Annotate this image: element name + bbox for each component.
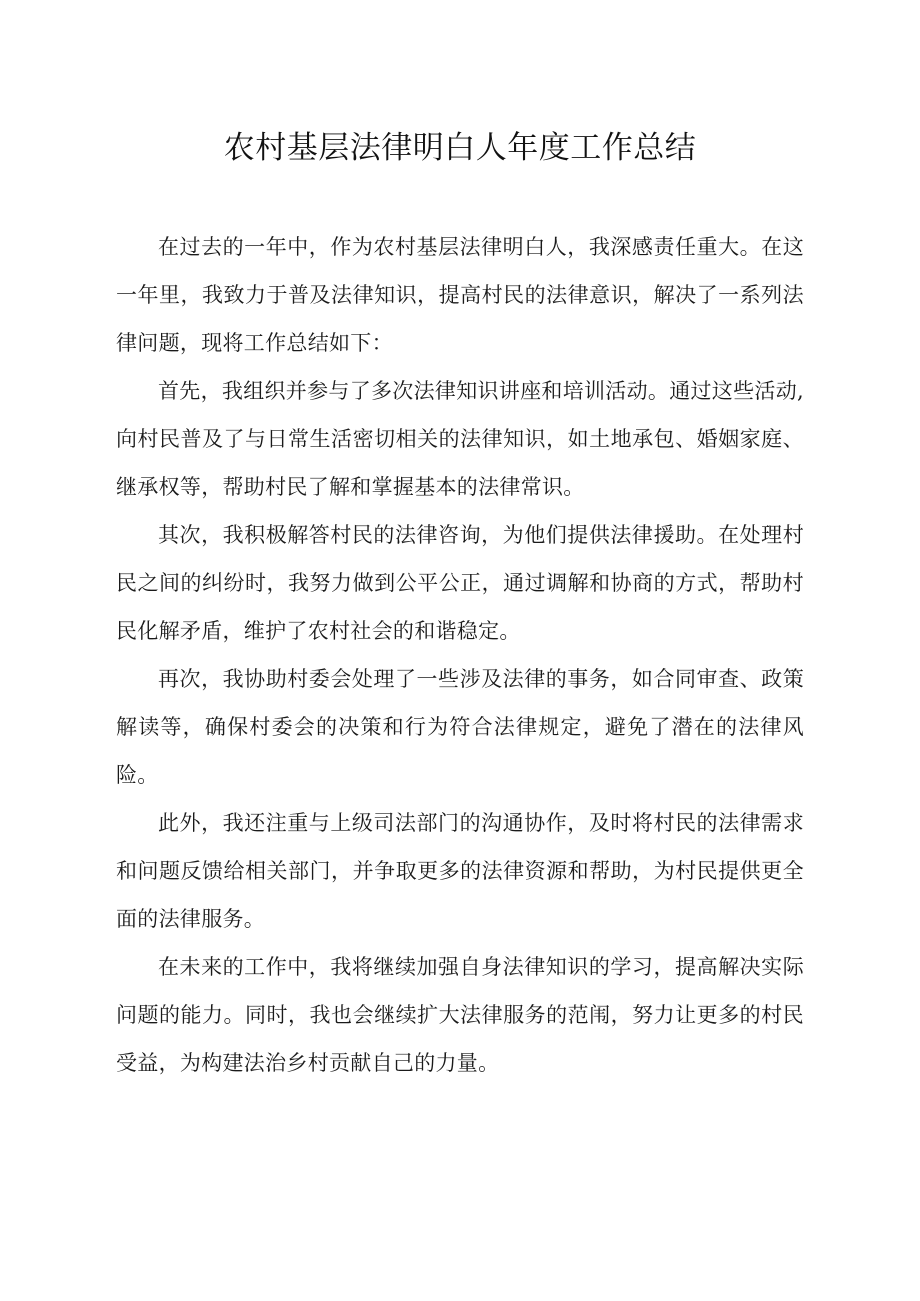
paragraph-third: 再次，我协助村委会处理了一些涉及法律的事务，如合同审查、政策解读等，确保村委会的决策和行为符合法律规定，避免了潜在的法律风险。 (116, 667, 804, 787)
paragraph-second: 其次，我积极解答村民的法律咨询，为他们提供法律援助。在处理村民之间的纠纷时，我努力做到公平公正，通过调解和协商的方式，帮助村民化解矛盾，维护了农村社会的和谐稳定。 (116, 523, 804, 643)
paragraph-future: 在未来的工作中，我将继续加强自身法律知识的学习，提高解决实际问题的能力。同时，我也会继续扩大法律服务的范闱，努力让更多的村民受益，为构建法治乡村贡献自己的力量。 (116, 955, 804, 1075)
paragraph-first: 首先，我组织并参与了多次法律知识讲座和培训活动。通过这些活动,向村民普及了与日常生活密切相关的法律知识，如土地承包、婚姻家庭、继承权等，帮助村民了解和掌握基本的法律常识。 (116, 379, 804, 499)
document-title: 农村基层法律明白人年度工作总结 (223, 130, 697, 166)
paragraph-additionally: 此外，我还注重与上级司法部门的沟通协作，及时将村民的法律需求和问题反馈给相关部门，并争取更多的法律资源和帮助，为村民提供更全面的法律服务。 (116, 811, 804, 931)
document-body (116, 223, 804, 1087)
paragraph-intro: 在过去的一年中，作为农村基层法律明白人，我深感责任重大。在这一年里，我致力于普及法律知识，提高村民的法律意识，解决了一系列法律问题，现将工作总结如下： (116, 235, 804, 355)
